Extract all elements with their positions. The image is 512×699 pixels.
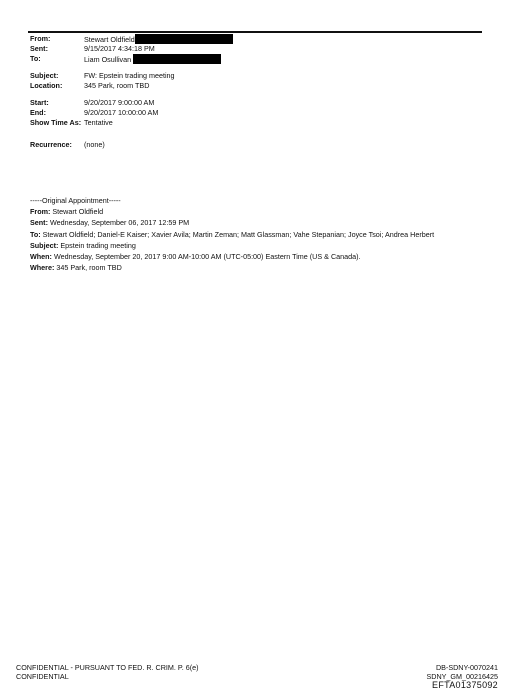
to-value — [84, 54, 221, 64]
recurrence-value: (none) — [84, 140, 105, 149]
redaction-box — [133, 54, 221, 64]
bates-number-1: DB-SDNY-0070241 — [435, 663, 498, 672]
showtime-label: Show Time As: — [30, 118, 82, 127]
location-label: Location: — [30, 81, 63, 90]
original-to — [30, 229, 478, 240]
from-label: From: — [30, 34, 51, 43]
original-where-label: Where: — [30, 263, 55, 273]
showtime-value: Tentative — [84, 118, 113, 127]
original-divider: -----Original Appointment----- — [30, 196, 121, 205]
original-from-label: From: — [30, 207, 51, 217]
bates-number-3: EFTA01375092 — [432, 680, 498, 690]
confidential-line-1: CONFIDENTIAL - PURSUANT TO FED. R. CRIM. P. 6(e) — [16, 663, 199, 672]
from-value — [84, 34, 233, 44]
original-sent — [30, 217, 478, 228]
header-rule — [28, 31, 482, 33]
original-to-label: To: — [30, 229, 41, 239]
original-subject-value: Epstein trading meeting — [60, 240, 136, 250]
original-where-value: 345 Park, room TBD — [56, 263, 122, 273]
original-when-label: When: — [30, 252, 52, 262]
confidential-footer — [16, 663, 199, 681]
original-where — [30, 262, 478, 273]
original-subject — [30, 240, 478, 251]
subject-value: FW: Epstein trading meeting — [84, 71, 175, 80]
original-sent-value: Wednesday, September 06, 2017 12:59 PM — [49, 218, 190, 228]
start-label: Start: — [30, 98, 49, 107]
subject-label: Subject: — [30, 71, 59, 80]
sent-value: 9/15/2017 4:34:18 PM — [84, 44, 155, 53]
original-sent-label: Sent: — [30, 218, 48, 228]
end-label: End: — [30, 108, 46, 117]
sent-label: Sent: — [30, 44, 48, 53]
start-value: 9/20/2017 9:00:00 AM — [84, 98, 155, 107]
from-name: Stewart Oldfield — [84, 35, 135, 44]
bates-number-2: SDNY_GM_00216425 — [426, 672, 498, 681]
end-value: 9/20/2017 10:00:00 AM — [84, 108, 159, 117]
original-from-value: Stewart Oldfield — [52, 207, 104, 217]
recurrence-label: Recurrence: — [30, 140, 72, 149]
bates-numbers — [426, 663, 498, 690]
original-from — [30, 206, 478, 217]
original-appointment — [30, 195, 478, 273]
original-subject-label: Subject: — [30, 240, 59, 250]
redaction-box — [135, 34, 233, 44]
original-to-value: Stewart Oldfield; Daniel-E Kaiser; Xavier Avila; Martin Zeman; Matt Glassman; Vahe Stepanian; Joyce Tsoi; Andrea Herbert — [42, 229, 435, 239]
to-name: Liam Osullivan — [84, 55, 132, 64]
original-when-value: Wednesday, September 20, 2017 9:00 AM-10:00 AM (UTC-05:00) Eastern Time (US & Canada). — [53, 252, 361, 262]
original-when — [30, 251, 478, 262]
to-label: To: — [30, 54, 41, 63]
location-value: 345 Park, room TBD — [84, 81, 150, 90]
confidential-line-2: CONFIDENTIAL — [16, 672, 69, 681]
